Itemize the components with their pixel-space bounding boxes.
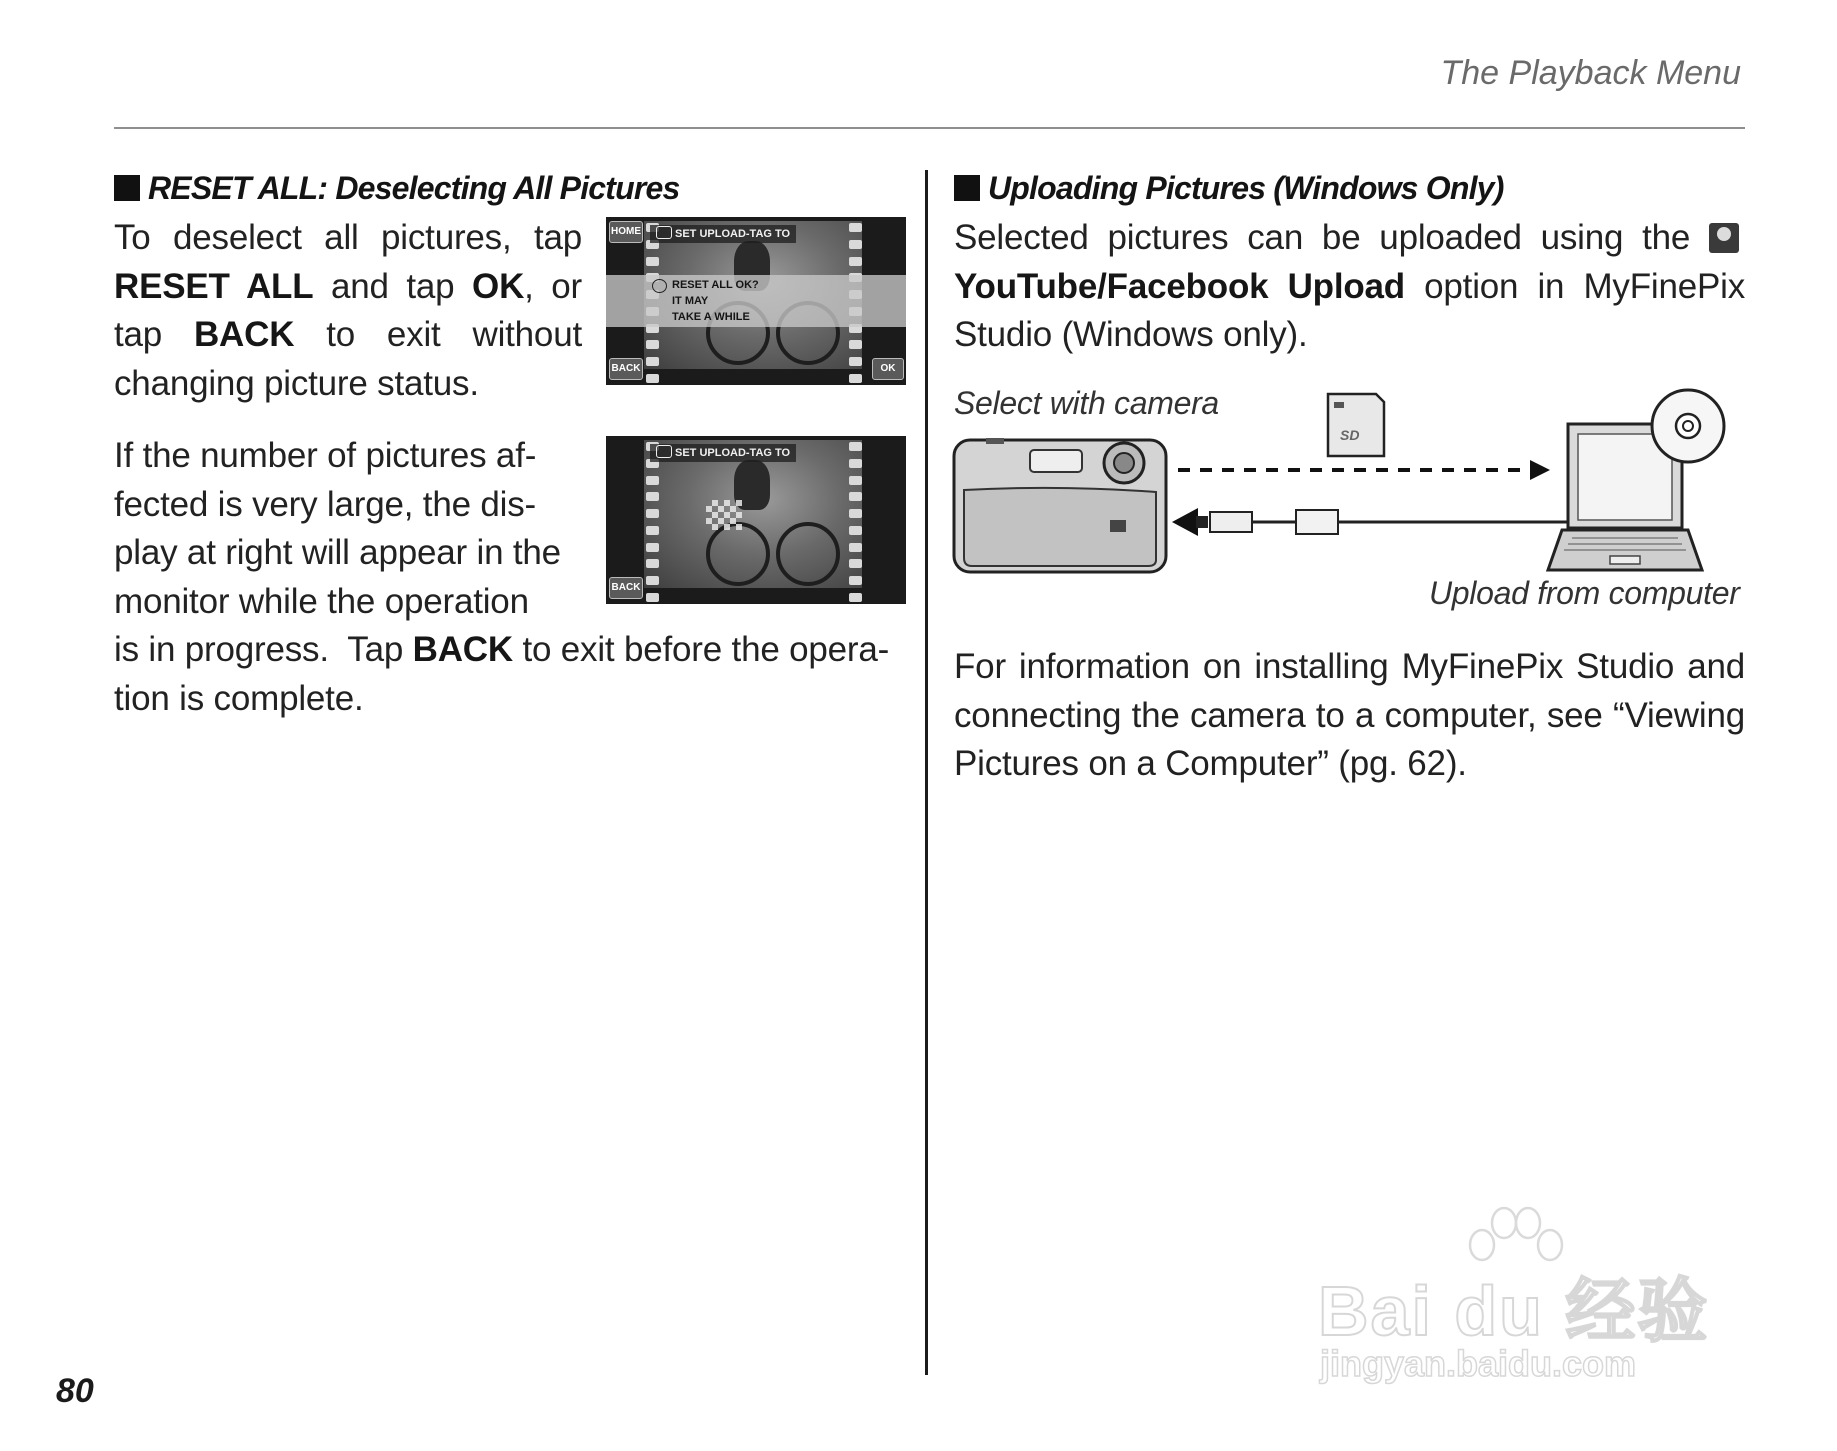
progress-paragraph-top: If the number of pictures af- fected is very large, the dis- play at right will appear in the monitor while the operation [114, 436, 561, 621]
arrow-head-right [1530, 460, 1550, 480]
upload-tag-icon [652, 279, 667, 293]
left-section-heading: RESET ALL: Deselecting All Pictures [114, 170, 680, 207]
back-button[interactable]: BACK [609, 358, 643, 380]
column-divider [925, 170, 928, 1375]
page-number: 80 [56, 1372, 94, 1410]
watermark-main-text: Bai du 经验 [1318, 1272, 1710, 1350]
ok-button[interactable]: OK [872, 358, 904, 380]
upload-diagram [950, 380, 1750, 580]
hourglass-icon [706, 500, 742, 530]
dialog-line-2: IT MAY [672, 295, 709, 307]
arrow-head-left [1172, 508, 1198, 536]
reset-all-confirm-screen [606, 217, 906, 385]
dialog-line-3: TAKE A WHILE [672, 311, 750, 323]
baidu-watermark [1318, 1205, 1758, 1395]
dialog-line-1: RESET ALL OK? [672, 279, 759, 291]
reset-all-paragraph: To deselect all pictures, tap RESET ALL and tap OK, or tap BACK to exit without changing picture status. [114, 218, 582, 403]
upload-tag-icon [656, 445, 672, 458]
square-bullet-icon [114, 175, 140, 201]
camera-icon [954, 438, 1166, 572]
header-rule [114, 127, 1745, 129]
screen-title: SET UPLOAD-TAG TO [650, 225, 796, 243]
info-paragraph: For information on installing MyFinePix Studio and connecting the camera to a computer, see “Viewing Pictures on a Computer” (pg. 62). [954, 647, 1745, 783]
right-section-heading: Uploading Pictures (Windows Only) [954, 170, 1504, 207]
sd-card-icon [1328, 394, 1384, 456]
caption-upload-from-computer: Upload from computer [1429, 575, 1740, 611]
cd-disc-icon [1652, 390, 1724, 462]
upload-tag-icon [656, 226, 672, 239]
watermark-url-text: jingyan.baidu.com [1320, 1343, 1637, 1384]
progress-paragraph: is in progress. Tap BACK to exit before the opera- tion is complete. [114, 630, 890, 718]
screen-title: SET UPLOAD-TAG TO [650, 444, 796, 462]
uploading-paragraph: Selected pictures can be uploaded using the YouTube/Facebook Upload option in MyFinePix Studio (Windows only). [954, 218, 1746, 354]
cyclist-photo [644, 440, 862, 588]
running-head: The Playback Menu [1440, 54, 1741, 92]
home-button[interactable]: HOME [609, 221, 643, 243]
square-bullet-icon [954, 175, 980, 201]
back-button[interactable]: BACK [609, 577, 643, 599]
caption-select-with-camera: Select with camera [954, 385, 1219, 421]
progress-screen [606, 436, 906, 604]
youtube-facebook-icon [1709, 223, 1739, 253]
svg-text:SD: SD [1340, 427, 1360, 443]
